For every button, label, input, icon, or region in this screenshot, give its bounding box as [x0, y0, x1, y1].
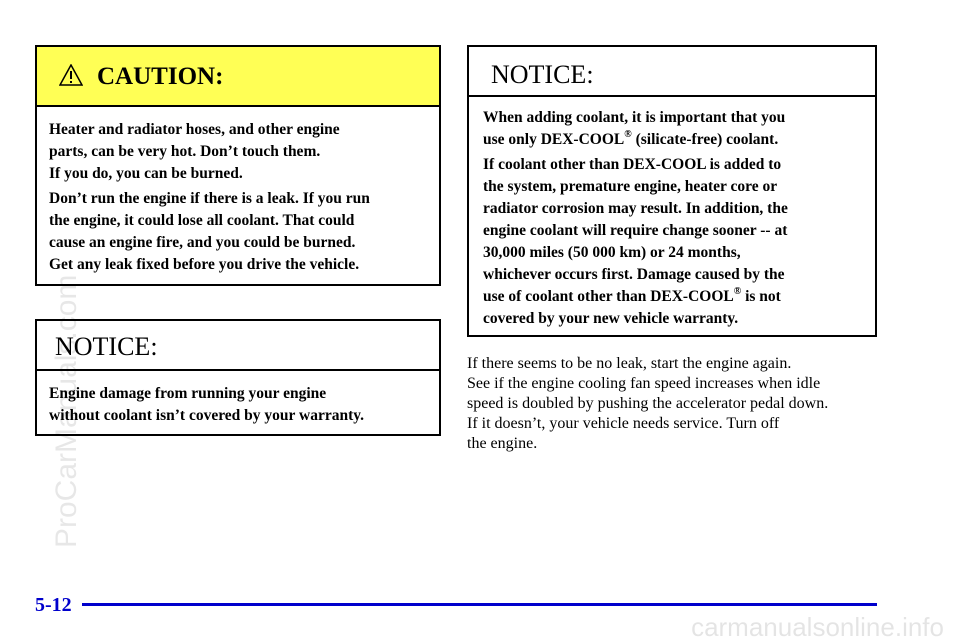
- caution-line: Don’t run the engine if there is a leak. If you run: [49, 190, 370, 207]
- registered-mark: ®: [624, 129, 632, 140]
- caution-line: Get any leak fixed before you drive the vehicle.: [49, 256, 360, 273]
- notice-line: engine coolant will require change sooner -- at: [483, 222, 788, 239]
- notice-line: covered by your new vehicle warranty.: [483, 310, 739, 327]
- notice-line: 30,000 miles (50 000 km) or 24 months,: [483, 244, 741, 261]
- body-line: speed is doubled by pushing the accelerator pedal down.: [467, 395, 829, 412]
- caution-line: the engine, it could lose all coolant. That could: [49, 212, 355, 229]
- notice-header-left: [37, 321, 439, 371]
- body-line: If it doesn’t, your vehicle needs service. Turn off: [467, 415, 780, 432]
- caution-line: parts, can be very hot. Don’t touch them.: [49, 143, 321, 160]
- notice-box-right: [467, 45, 877, 337]
- notice-line: When adding coolant, it is important that you: [483, 109, 786, 126]
- caution-title: CAUTION:: [97, 63, 224, 90]
- notice-header-right: [469, 47, 875, 97]
- warning-triangle-icon: [59, 64, 83, 86]
- notice-line: use of coolant other than DEX-COOL® is not: [483, 286, 781, 305]
- body-line: If there seems to be no leak, start the engine again.: [467, 355, 792, 372]
- footer-rule: [82, 603, 877, 606]
- caution-header: [37, 47, 439, 107]
- caution-line: cause an engine fire, and you could be burned.: [49, 234, 356, 251]
- notice-box-left: [35, 319, 441, 436]
- notice-line: the system, premature engine, heater core or: [483, 178, 778, 195]
- caution-line: Heater and radiator hoses, and other engine: [49, 121, 340, 138]
- caution-line: If you do, you can be burned.: [49, 165, 243, 182]
- registered-mark: ®: [733, 286, 742, 297]
- notice-title-right: NOTICE:: [491, 60, 594, 89]
- notice-line: Engine damage from running your engine: [49, 385, 327, 402]
- notice-line: If coolant other than DEX-COOL is added to: [483, 156, 782, 173]
- page-number: 5-12: [35, 594, 72, 616]
- notice-line: radiator corrosion may result. In addition, the: [483, 200, 788, 217]
- notice-title-left: NOTICE:: [55, 332, 158, 361]
- notice-line: whichever occurs first. Damage caused by the: [483, 266, 785, 283]
- notice-line: use only DEX-COOL® (silicate-free) coolant.: [483, 129, 779, 148]
- caution-box: [35, 45, 441, 286]
- body-line: the engine.: [467, 435, 538, 452]
- body-line: See if the engine cooling fan speed increases when idle: [467, 375, 821, 392]
- side-watermark: ProCarManuals.com: [50, 274, 83, 548]
- notice-line: without coolant isn’t covered by your warranty.: [49, 407, 365, 424]
- bottom-watermark: carmanualsonline.info: [691, 612, 944, 642]
